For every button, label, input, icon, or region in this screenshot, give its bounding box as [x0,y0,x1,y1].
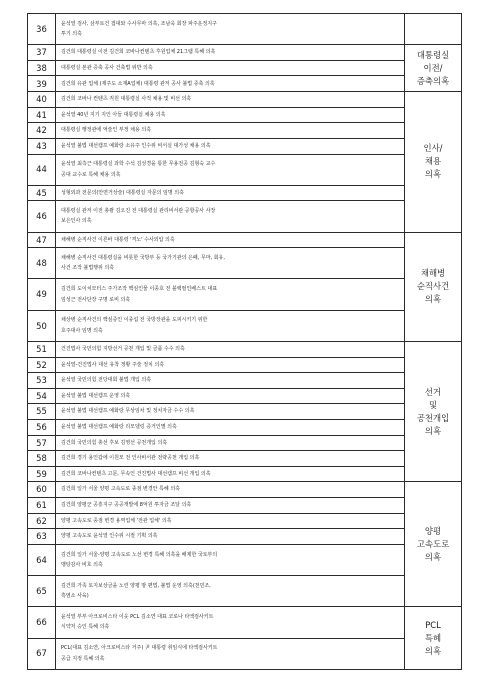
row-description [56,513,405,529]
row-number: 53 [28,373,56,389]
row-number: 61 [28,497,56,513]
table-row [28,123,462,139]
row-number: 39 [28,76,56,92]
description-line: 김건희 양평군 공흥지구 공공개발에 8억원 투자금 조달 의혹 [61,502,192,509]
row-description [56,388,405,404]
table-row [28,638,462,669]
description-line: 흑염소 사육) [61,593,89,600]
row-description [56,451,405,467]
category-line: 선거 [424,386,442,397]
description-line: 대통령실 관저 이전 총괄 김오진 전 대통령실 관리비서관 공항공사 사장 [61,208,216,215]
category-line: 고속도로 [416,538,450,549]
row-description [56,60,405,76]
row-description [56,138,405,154]
table-row [28,310,462,341]
row-number: 57 [28,435,56,451]
row-description [56,123,405,139]
row-description [56,92,405,108]
description-line: 윤석열 불법 대선캠프 운영 의혹 [61,392,131,399]
table-row [28,607,462,638]
row-description [56,544,405,575]
row-number: 58 [28,451,56,467]
category-line: 의혹 [424,169,442,180]
description-line: 호주대사 임명 의혹 [61,327,103,334]
description-line: 김건희 대통령실 이전 김건희 코바나컨텐츠 후원업체 21그램 특혜 의혹 [61,49,216,56]
description-line: 공대 교수로 특혜 채용 의혹 [61,171,121,178]
row-number: 52 [28,357,56,373]
row-description [56,419,405,435]
row-number: 56 [28,419,56,435]
category-line: 인사/ [423,143,443,154]
table-row [28,357,462,373]
row-description [56,529,405,545]
table-row [28,232,462,248]
row-number: 37 [28,45,56,61]
allegations-table-body [28,14,462,670]
row-number: 43 [28,138,56,154]
row-description [56,185,405,201]
description-line: 윤석열 불법 대선캠프 예화랑 무상임차 및 정치자금 수수 의혹 [61,408,195,415]
row-description [56,638,405,669]
description-line: 대통령실 행정관에 억술인 부정 채용 의혹 [61,127,152,134]
description-line: 맹탕감사 비호 의혹 [61,561,103,568]
row-number: 36 [28,14,56,45]
category-line: 의혹 [424,425,442,436]
description-line: 윤석열 최측근 대통령실 과학 수석 김성경을 통한 무용전공 김형숙 교수 [61,161,216,168]
table-row [28,388,462,404]
row-number: 47 [28,232,56,248]
category-line: 대통령실 [416,49,450,60]
table-row [28,154,462,185]
row-description [56,45,405,61]
row-description [56,482,405,498]
row-description [56,357,405,373]
category-line: PCL [425,619,441,630]
category-line: 순직사건 [416,281,450,292]
table-row [28,497,462,513]
category-line: 의혹 [424,294,442,305]
description-line: 사건 조작 불법행위 의혹 [61,265,115,272]
table-row [28,419,462,435]
description-line: 김건희 코바나컨텐츠 고문, 무속인 건진법사 대선캠프 비선 개입 의혹 [61,470,211,477]
table-row [28,60,462,76]
row-number: 60 [28,482,56,498]
description-line: 윤석열 40년 지기 지인 아들 대통령실 채용 의혹 [61,111,166,118]
row-number: 44 [28,154,56,185]
description-line: 윤석열 불법 대선캠프 예화랑 리모델링 증거인멸 의혹 [61,424,177,431]
category-line: 채해병 [420,268,446,279]
row-description [56,154,405,185]
table-row [28,92,462,108]
description-line: PCL(대표 김소연, 아크로비스타 거주) 尹 대통령 취임식에 타액검사키트 [61,645,218,652]
row-number: 66 [28,607,56,638]
description-line: 양평 고속도로 윤석열 인수위 시절 기획 의혹 [61,533,158,540]
description-line: 윤석열 검사, 삼부토건 접대와 수사무마 의혹, 조남욱 회장 파주운정지구 [61,20,217,27]
description-line: 김건희 도이치모터스 주가조작 핵심인물 이종호 전 블랙펄인베스트 대표 [61,286,218,293]
category-cell [405,92,462,233]
description-line: 성형외과 전문의(안면거상술) 대통령실 자문의 임명 의혹 [61,189,184,196]
category-cell [405,341,462,481]
table-row [28,544,462,575]
description-line: 건진법사 국민의힘 지방선거 공천 개입 및 금품 수수 의혹 [61,345,185,352]
table-row [28,513,462,529]
row-description [56,279,405,310]
description-line: 양평 고속도로 종점 변경 용역업체 '전관 업체' 의혹 [61,517,172,524]
category-cell [405,45,462,92]
table-row [28,45,462,61]
table-row [28,107,462,123]
category-cell [405,607,462,669]
document-table-container [27,13,461,669]
description-line: 윤석열 부부 아크로비스타 이웃 PCL 김소연 대표 코로나 타액검사키트 [61,613,214,620]
row-number: 38 [28,60,56,76]
row-number: 40 [28,92,56,108]
row-description [56,14,405,45]
row-number: 62 [28,513,56,529]
row-number: 45 [28,185,56,201]
row-description [56,341,405,357]
category-line: 증축의혹 [416,75,450,86]
category-line: 양평 [424,525,442,536]
description-line: 대통령실 본관 증축 공사 건축법 위반 의혹 [61,64,153,71]
table-row [28,138,462,154]
description-line: 공급 지정 특혜 의혹 [61,655,105,662]
row-description [56,201,405,232]
row-number: 51 [28,341,56,357]
description-line: 채해병 순직사건 이른바 대통령 '격노' 수사외압 의혹 [61,236,175,243]
row-description [56,310,405,341]
table-row [28,576,462,607]
category-line: 의혹 [424,645,442,656]
category-line: 의혹 [424,551,442,562]
allegations-table [27,13,462,670]
description-line: 보은인사 의혹 [61,218,92,225]
table-row [28,466,462,482]
category-line: 공천개입 [416,412,450,423]
description-line: 임성근 전사단장 구명 로비 의혹 [61,296,131,303]
description-line: 윤석열 국민의힘 전당대회 불법 개입 의혹 [61,377,152,384]
description-line: 김건희 국민의힘 총선 후보 김영선 공천개입 의혹 [61,439,168,446]
row-number: 50 [28,310,56,341]
row-description [56,107,405,123]
description-line: 김건희 경기 용인갑에 이원모 전 인사비서관 전략공천 개입 의혹 [61,455,200,462]
row-number: 67 [28,638,56,669]
row-number: 41 [28,107,56,123]
row-description [56,232,405,248]
row-description [56,248,405,279]
table-row [28,404,462,420]
description-line: 투기 의혹 [61,31,82,38]
category-line: 특혜 [424,632,442,643]
description-line: 김건희 유관 업체 (제주도 소재A업체) 대통령 관저 공사 불법 증축 의혹 [61,80,215,87]
row-number: 48 [28,248,56,279]
row-number: 42 [28,123,56,139]
description-line: 윤석열-건진법사 대선 유착 정황 주술 정치 의혹 [61,361,165,368]
table-row [28,451,462,467]
row-number: 55 [28,404,56,420]
category-cell-empty [405,14,462,45]
table-row [28,482,462,498]
row-number: 65 [28,576,56,607]
row-number: 54 [28,388,56,404]
row-number: 63 [28,529,56,545]
row-number: 46 [28,201,56,232]
table-row [28,76,462,92]
description-line: 식약처 승인 특혜 의혹 [61,624,110,631]
table-row [28,341,462,357]
category-line: 및 [428,399,438,410]
row-description [56,76,405,92]
category-line: 이전/ [423,62,443,73]
description-line: 김건희 일가 서울 양평 고속도로 종점 변경안 특혜 의혹 [61,486,180,493]
description-line: 김건희 코바나 컨텐츠 직원 대통령실 사적 채용 및 비선 의혹 [61,96,192,103]
row-number: 59 [28,466,56,482]
row-number: 49 [28,279,56,310]
table-row [28,185,462,201]
category-line: 채용 [424,156,442,167]
description-line: 김건희 일가 서울-양평 고속도로 노선 변경 특혜 의혹을 배제한 국토부의 [61,551,218,558]
description-line: 채해병 순직사건 대통령실을 비롯한 국방부 등 국가기관의 은폐, 무마, 회유, [61,254,225,261]
description-line: 김건희 가족 토지보상금을 노린 양평 땅 편법, 불법 운영 의혹(천민조, [61,582,211,589]
row-description [56,373,405,389]
table-row [28,279,462,310]
description-line: 윤석열 불법 대선캠프 예화랑 소유주 인수위 비서실 대가성 채용 의혹 [61,142,211,149]
row-description [56,576,405,607]
category-cell [405,232,462,341]
table-row [28,373,462,389]
table-row [28,529,462,545]
row-number: 64 [28,544,56,575]
row-description [56,497,405,513]
table-row [28,201,462,232]
category-cell [405,482,462,607]
row-description [56,466,405,482]
row-description [56,404,405,420]
table-row [28,248,462,279]
row-description [56,607,405,638]
table-row [28,435,462,451]
table-row [28,14,462,45]
row-description [56,435,405,451]
description-line: 채상병 순직사건의 핵심증인 이종섭 전 국방장관을 도피시키기 위한 [61,317,208,324]
